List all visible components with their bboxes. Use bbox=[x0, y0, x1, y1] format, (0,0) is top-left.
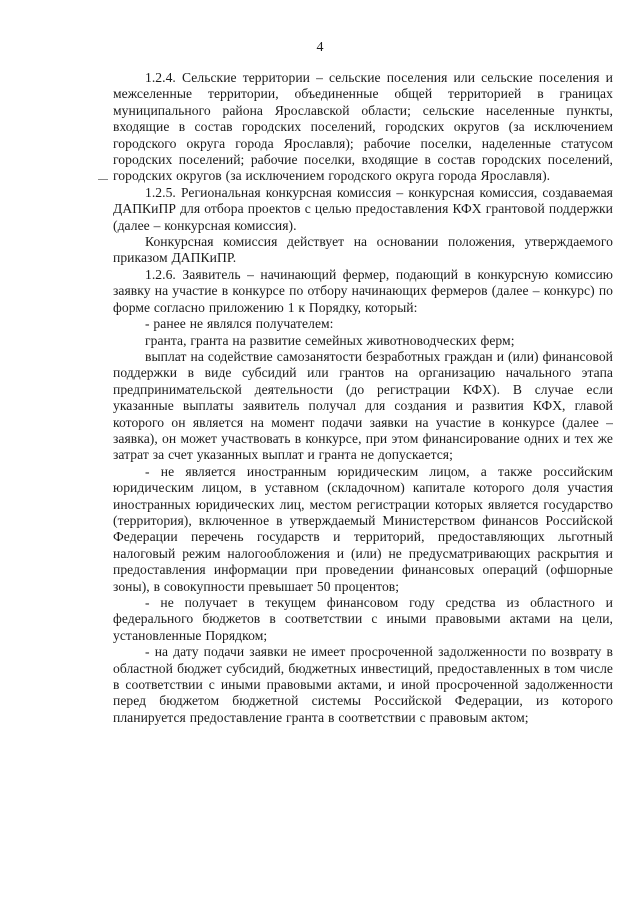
list-item-not-foreign-entity: - не является иностранным юридическим лицом, а также российским юридическим лицом, в уставном (складочном) капитале которого доля участия иностранных юридических лиц, местом регистрации которых является государство (территория), включенное в утверждаемый Министерством финансов Российской Федерации перечень государств и территорий, предоставляющих льготный налоговый режим налогообложения и (или) не предусматривающих раскрытия и предоставления информации при проведении финансовых операций (офшорные зоны), в совокупности превышает 50 процентов; bbox=[113, 463, 613, 594]
margin-mark bbox=[98, 179, 108, 180]
page-number: 4 bbox=[316, 40, 324, 55]
paragraph-1-2-5: 1.2.5. Региональная конкурсная комиссия – конкурсная комиссия, создаваемая ДАПКиПР для отбора проектов с целью предоставления КФХ грантовой поддержки (далее – конкурсная комиссия). bbox=[113, 184, 613, 233]
list-item-no-overdue-debt: - на дату подачи заявки не имеет просроченной задолженности по возврату в областной бюджет субсидий, бюджетных инвестиций, предоставленных в том числе в соответствии с иными правовыми актами, и иной просроченной задолженности перед бюджетом бюджетной системы Российской Федерации, из которого планируется предоставление гранта в соответствии с правовым актом; bbox=[113, 644, 613, 725]
list-item-grant: гранта, гранта на развитие семейных животноводческих ферм; bbox=[145, 332, 515, 348]
list-item-not-recipient: - ранее не являлся получателем: bbox=[145, 316, 334, 332]
paragraph-1-2-6: 1.2.6. Заявитель – начинающий фермер, подающий в конкурсную комиссию заявку на участие в конкурсе по отбору начинающих фермеров (далее – конкурс) по форме согласно приложению 1 к Порядку, который: bbox=[113, 266, 613, 315]
paragraph-commission-regulation: Конкурсная комиссия действует на основании положения, утверждаемого приказом ДАПКиПР. bbox=[113, 234, 613, 266]
paragraph-1-2-4: 1.2.4. Сельские территории – сельские поселения или сельские поселения и межселенные территории, объединенные общей территорией в границах муниципального района Ярославской области; сельские населенные пункты, входящие в состав городских поселений, городских округов (за исключением городского округа города Ярославля); рабочие поселки, наделенные статусом городских поселений; рабочие поселки, входящие в состав городских поселений, городских округов (за исключением городского округа города Ярославля). bbox=[113, 70, 613, 184]
document-body bbox=[113, 70, 613, 726]
list-item-self-employment: выплат на содействие самозанятости безработных граждан и (или) финансовой поддержки в виде субсидий или грантов на организацию начального этапа предпринимательской деятельности (до регистрации КФХ). В случае если указанные выплаты заявитель получал для создания и развития КФХ, главой которого он является на момент подачи заявки на участие в конкурсе (далее – заявка), он может участвовать в конкурсе, при этом финансирование одних и тех же затрат за счет указанных выплат и гранта не допускается; bbox=[113, 348, 613, 463]
list-item-no-budget-funds: - не получает в текущем финансовом году средства из областного и федерального бюджетов в соответствии с иными правовыми актами на цели, установленные Порядком; bbox=[113, 595, 613, 643]
